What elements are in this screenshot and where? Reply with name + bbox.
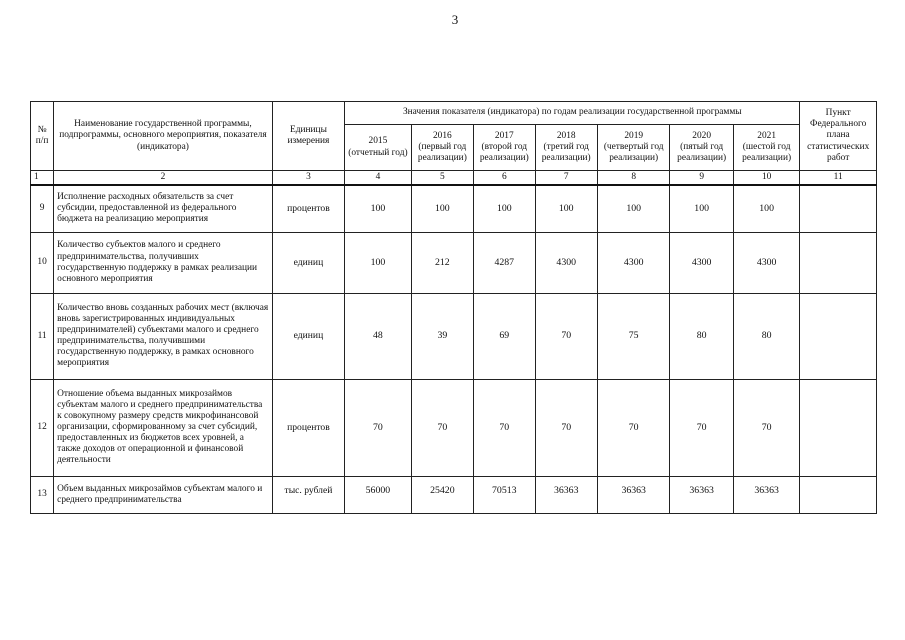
value-cell: 39 [411,293,473,379]
header-year: 2015 (отчетный год) [345,125,411,171]
page-number: 3 [451,12,459,27]
plan-item-cell [800,293,877,379]
value-cell: 70 [535,379,597,476]
value-cell: 100 [670,185,733,232]
header-year: 2018 (третий год реализации) [535,125,597,171]
column-number: 7 [535,171,597,186]
table-row [31,185,877,232]
column-number: 6 [474,171,535,186]
value-cell: 4300 [535,232,597,293]
indicator-name: Исполнение расходных обязательств за счет субсидии, предоставленной из федерального бюджета на реализацию мероприятия [54,185,273,232]
plan-item-cell [800,232,877,293]
column-number: 1 [31,171,54,186]
column-number: 4 [345,171,411,186]
value-cell: 56000 [345,476,411,513]
table-row [31,379,877,476]
row-number: 11 [31,293,54,379]
column-number: 5 [411,171,473,186]
column-number: 10 [733,171,800,186]
indicator-name: Объем выданных микрозаймов субъектам малого и среднего предпринимательства [54,476,273,513]
row-number: 9 [31,185,54,232]
table-row [31,476,877,513]
header-plan-item: Пункт Федерального плана статистических работ [800,102,877,171]
header-num: № п/п [31,102,54,171]
column-number: 8 [597,171,670,186]
value-cell: 36363 [535,476,597,513]
value-cell: 36363 [733,476,800,513]
value-cell: 4287 [474,232,535,293]
header-unit: Единицы измерения [272,102,345,171]
header-year: 2021 (шестой год реализации) [733,125,800,171]
value-cell: 100 [597,185,670,232]
value-cell: 70 [411,379,473,476]
value-cell: 70 [597,379,670,476]
header-year: 2019 (четвертый год реализации) [597,125,670,171]
table-row [31,293,877,379]
plan-item-cell [800,185,877,232]
value-cell: 25420 [411,476,473,513]
value-cell: 48 [345,293,411,379]
value-cell: 70 [670,379,733,476]
value-cell: 100 [345,232,411,293]
value-cell: 80 [733,293,800,379]
column-number: 9 [670,171,733,186]
column-number: 3 [272,171,345,186]
unit-cell: единиц [272,293,345,379]
unit-cell: процентов [272,379,345,476]
table-row [31,232,877,293]
plan-item-cell [800,379,877,476]
value-cell: 100 [535,185,597,232]
value-cell: 70 [733,379,800,476]
value-cell: 100 [411,185,473,232]
unit-cell: единиц [272,232,345,293]
value-cell: 70 [474,379,535,476]
value-cell: 70 [345,379,411,476]
value-cell: 70513 [474,476,535,513]
indicator-name: Количество субъектов малого и среднего предпринимательства, получивших государственную поддержку в рамках реализации основного мероприятия [54,232,273,293]
value-cell: 100 [345,185,411,232]
value-cell: 80 [670,293,733,379]
indicators-table [30,101,877,514]
header-values-group: Значения показателя (индикатора) по годам реализации государственной программы [345,102,800,125]
value-cell: 4300 [733,232,800,293]
plan-item-cell [800,476,877,513]
value-cell: 100 [733,185,800,232]
unit-cell: процентов [272,185,345,232]
indicator-name: Количество вновь созданных рабочих мест (включая вновь зарегистрированных индивидуальных предпринимателей) субъектами малого и среднего предпринимательства, получившими государственную поддержку, в рамках основного мероприятия [54,293,273,379]
value-cell: 36363 [597,476,670,513]
value-cell: 69 [474,293,535,379]
header-year: 2016 (первый год реализации) [411,125,473,171]
indicator-name: Отношение объема выданных микрозаймов субъектам малого и среднего предпринимательства к совокупному размеру средств микрофинансовой организации, сформированному за счет субсидий, предоставленных из бюджетов всех уровней, а также доходов от операционной и финансовой деятельности [54,379,273,476]
row-number: 10 [31,232,54,293]
row-number: 13 [31,476,54,513]
column-number: 2 [54,171,273,186]
unit-cell: тыс. рублей [272,476,345,513]
value-cell: 70 [535,293,597,379]
header-year: 2017 (второй год реализации) [474,125,535,171]
value-cell: 212 [411,232,473,293]
header-name: Наименование государственной программы, подпрограммы, основного мероприятия, показателя (индикатора) [54,102,273,171]
value-cell: 4300 [597,232,670,293]
header-year: 2020 (пятый год реализации) [670,125,733,171]
column-number: 11 [800,171,877,186]
value-cell: 4300 [670,232,733,293]
column-numbers-row [31,171,877,186]
header-row-top [31,102,877,125]
value-cell: 75 [597,293,670,379]
value-cell: 100 [474,185,535,232]
value-cell: 36363 [670,476,733,513]
row-number: 12 [31,379,54,476]
